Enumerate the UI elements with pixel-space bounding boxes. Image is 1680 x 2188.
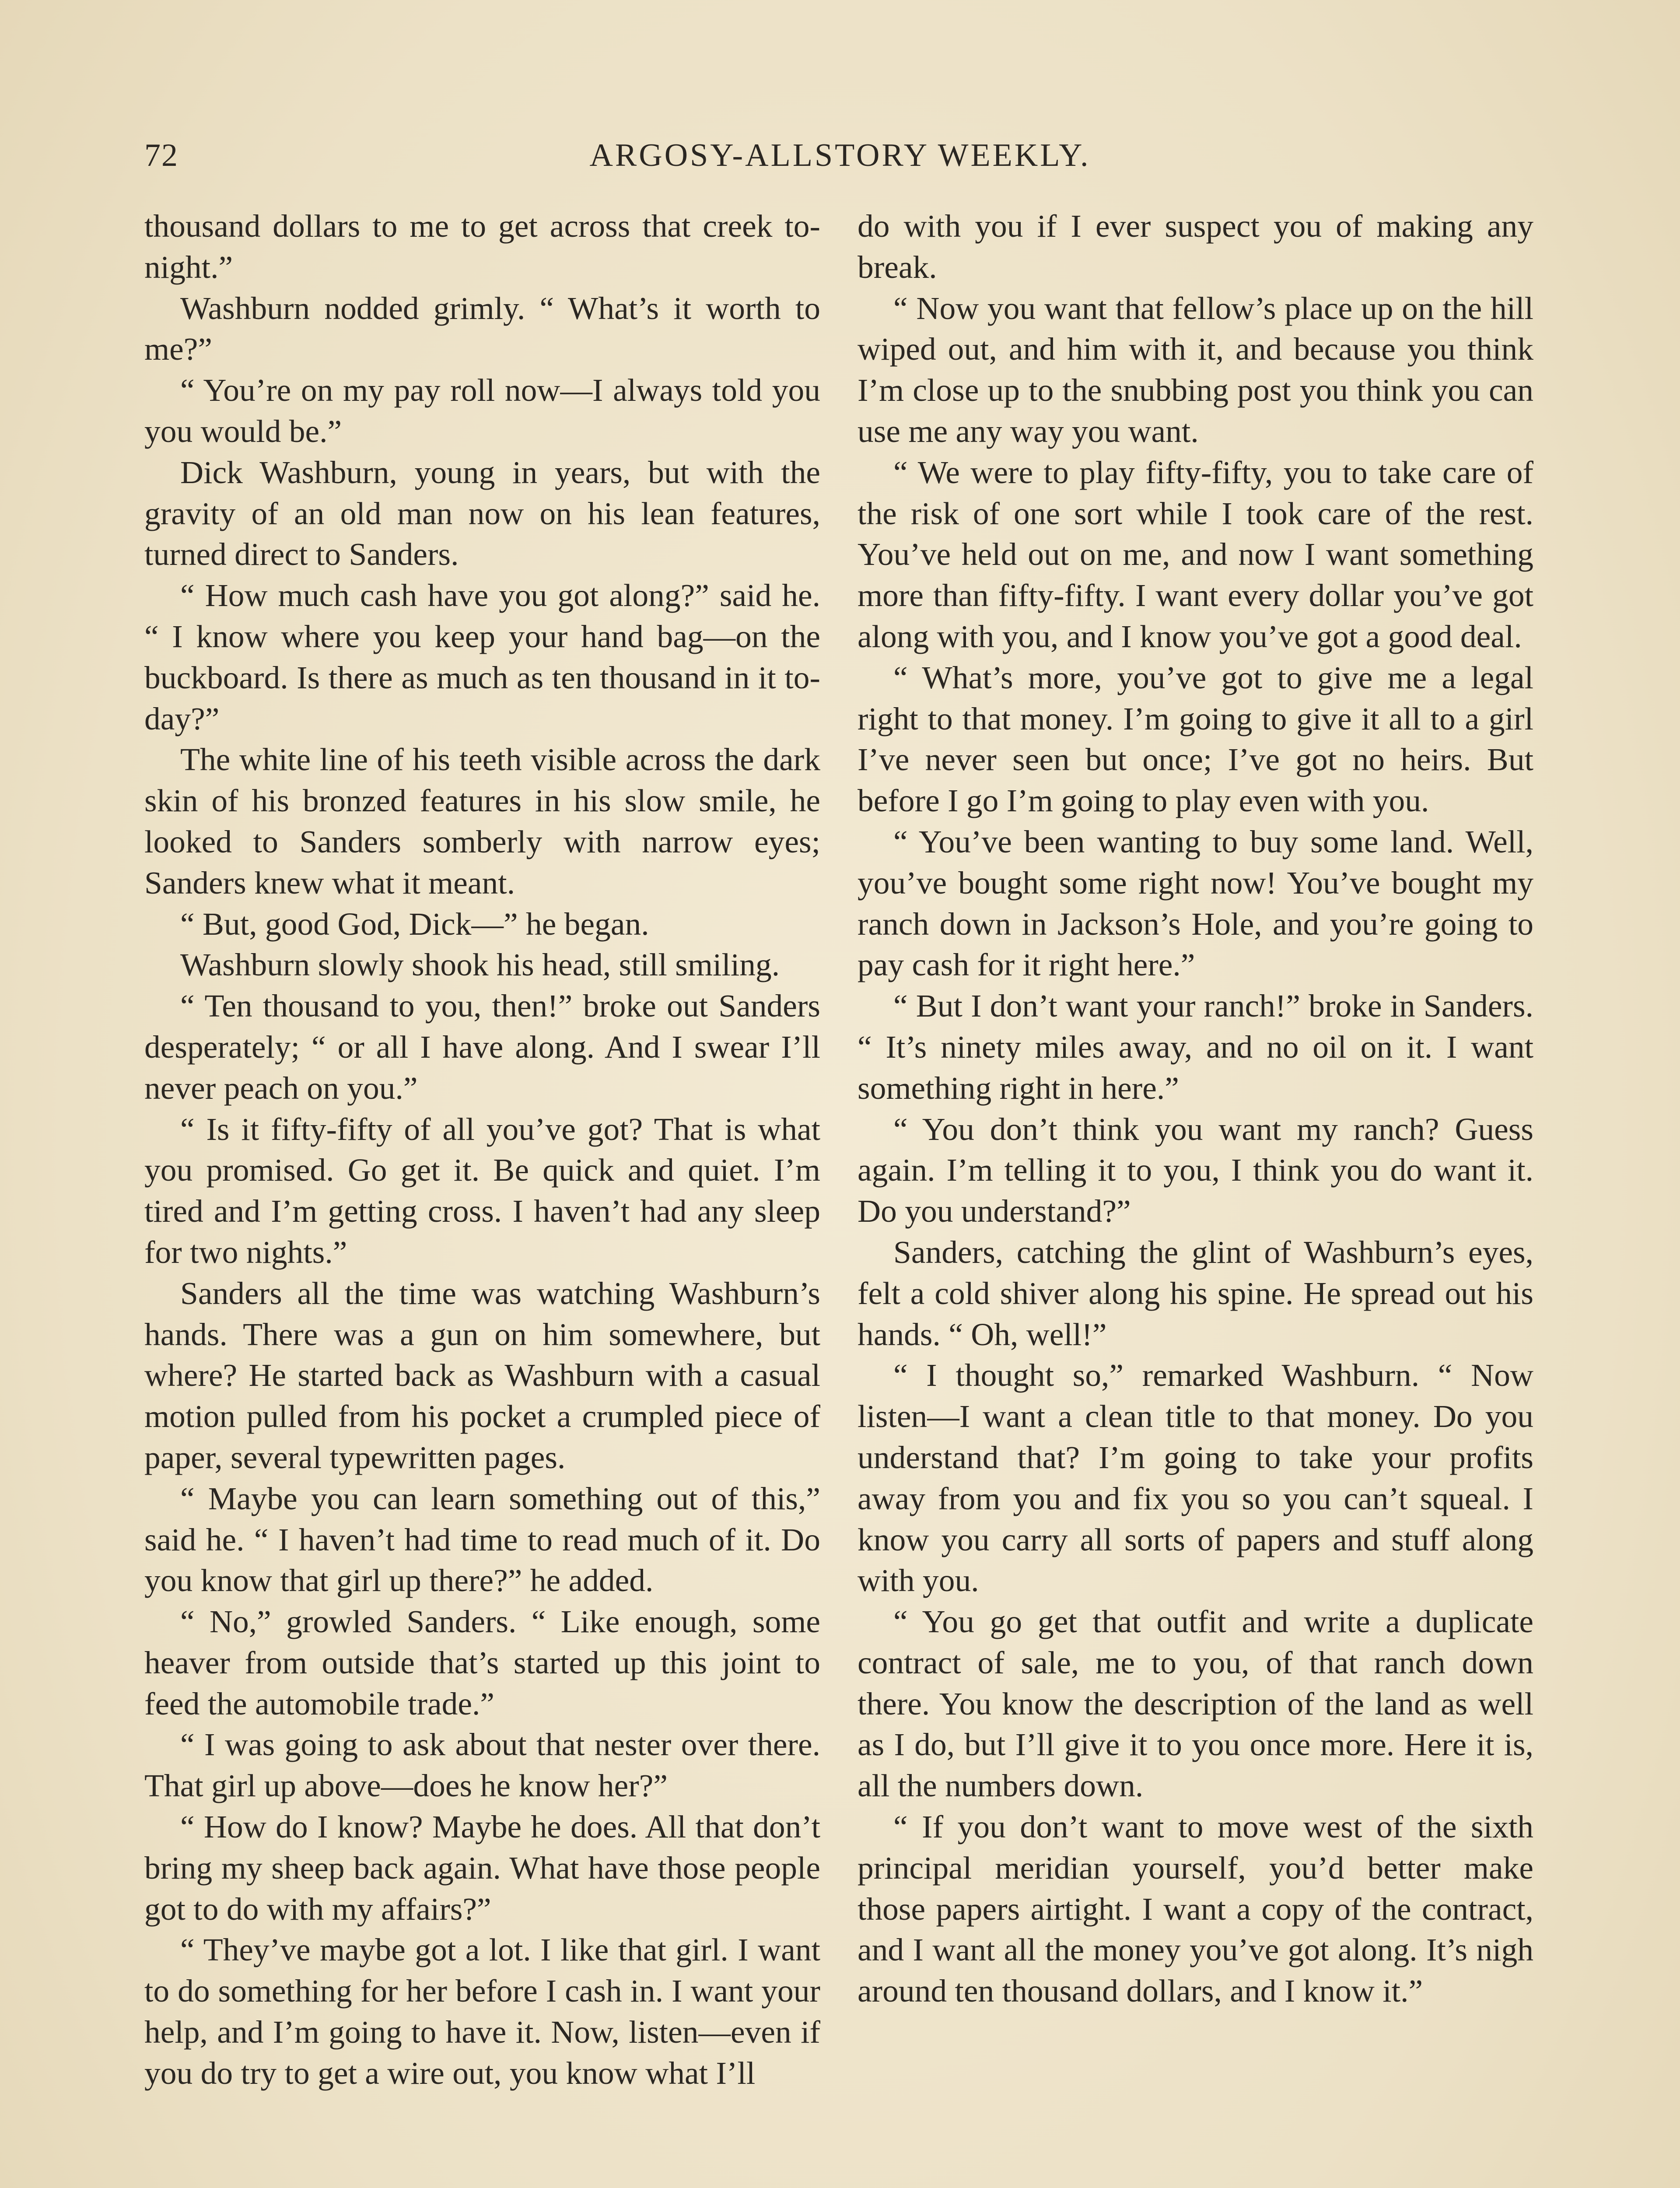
paragraph: Sanders all the time was watching Washburn’s hands. There was a gun on him somewhere, but where? He started back as Washburn with a casual motion pulled from his pocket a crumpled piece of paper, several typewritten pages. — [144, 1275, 820, 1475]
left-column — [144, 206, 820, 2094]
paragraph: “ How do I know? Maybe he does. All that don’t bring my sheep back again. What have those people got to do with my affairs?” — [144, 1809, 820, 1927]
paragraph: “ I thought so,” remarked Washburn. “ Now listen—I want a clean title to that money. Do you understand that? I’m going to take your profits away from you and fix you so you can’t squeal. I know you carry all sorts of papers and stuff along with you. — [858, 1357, 1533, 1599]
paragraph: “ We were to play fifty-fifty, you to take care of the risk of one sort while I took care of the rest. You’ve held out on me, and now I want something more than fifty-fifty. I want every dollar you’ve got along with you, and I know you’ve got a good deal. — [858, 454, 1533, 654]
page-header — [144, 131, 1536, 179]
paragraph: “ If you don’t want to move west of the sixth principal meridian yourself, you’d better make those papers airtight. I want a copy of the contract, and I want all the money you’ve got along. It’s nigh around ten thousand dollars, and I know it.” — [858, 1809, 1533, 2009]
paragraph: “ They’ve maybe got a lot. I like that girl. I want to do something for her before I cash in. I want your help, and I’m going to have it. Now, listen—even if you do try to get a wire out, you know what I’ll — [144, 1932, 820, 2091]
paragraph: “ But I don’t want your ranch!” broke in Sanders. “ It’s ninety miles away, and no oil on it. I want something right in here.” — [858, 988, 1533, 1106]
paragraph: “ You don’t think you want my ranch? Guess again. I’m telling it to you, I think you do want it. Do you understand?” — [858, 1111, 1533, 1229]
paragraph: “ But, good God, Dick—” he began. — [180, 906, 649, 942]
paragraph: “ No,” growled Sanders. “ Like enough, some heaver from outside that’s started up this joint to feed the automobile trade.” — [144, 1604, 820, 1722]
running-head: ARGOSY-ALLSTORY WEEKLY. — [589, 137, 1091, 173]
page-number: 72 — [144, 137, 178, 173]
paragraph: The white line of his teeth visible across the dark skin of his bronzed features in his slow smile, he looked to Sanders somberly with narrow eyes; Sanders knew what it meant. — [144, 742, 820, 901]
paragraph: “ Ten thousand to you, then!” broke out Sanders desperately; “ or all I have along. And I swear I’ll never peach on you.” — [144, 988, 820, 1106]
paragraph: “ How much cash have you got along?” said he. “ I know where you keep your hand bag—on the buckboard. Is there as much as ten thousand in it to-day?” — [144, 578, 820, 736]
paragraph: “ Now you want that fellow’s place up on the hill wiped out, and him with it, and because you think I’m close up to the snubbing post you think you can use me any way you want. — [858, 290, 1533, 449]
paragraph: “ What’s more, you’ve got to give me a legal right to that money. I’m going to give it all to a girl I’ve never seen but once; I’ve got no heirs. But before I go I’m going to play even with you. — [858, 659, 1533, 819]
paragraph: “ You go get that outfit and write a duplicate contract of sale, me to you, of that ranch down there. You know the description of the land as well as I do, but I’ll give it to you once more. Here it is, all the numbers down. — [858, 1604, 1533, 1804]
paragraph: “ Is it fifty-fifty of all you’ve got? That is what you promised. Go get it. Be quick and quiet. I’m tired and I’m getting cross. I haven’t had any sleep for two nights.” — [144, 1111, 820, 1270]
paragraph: “ Maybe you can learn something out of this,” said he. “ I haven’t had time to read much of it. Do you know that girl up there?” he added. — [144, 1480, 820, 1599]
paragraph: thousand dollars to me to get across that creek to-night.” — [144, 208, 820, 285]
paragraph: Sanders, catching the glint of Washburn’s eyes, felt a cold shiver along his spine. He spread out his hands. “ Oh, well!” — [858, 1234, 1533, 1352]
paragraph: “ You’ve been wanting to buy some land. Well, you’ve bought some right now! You’ve bought my ranch down in Jackson’s Hole, and you’re going to pay cash for it right here.” — [858, 824, 1533, 983]
paragraph: Washburn nodded grimly. “ What’s it worth to me?” — [144, 290, 820, 367]
right-column — [858, 206, 1533, 2012]
paragraph: “ You’re on my pay roll now—I always told you you would be.” — [144, 372, 820, 449]
paragraph: Dick Washburn, young in years, but with the gravity of an old man now on his lean features, turned direct to Sanders. — [144, 454, 820, 572]
paragraph: Washburn slowly shook his head, still smiling. — [180, 947, 780, 983]
paragraph: “ I was going to ask about that nester over there. That girl up above—does he know her?” — [144, 1727, 820, 1804]
paragraph: do with you if I ever suspect you of making any break. — [858, 208, 1533, 285]
